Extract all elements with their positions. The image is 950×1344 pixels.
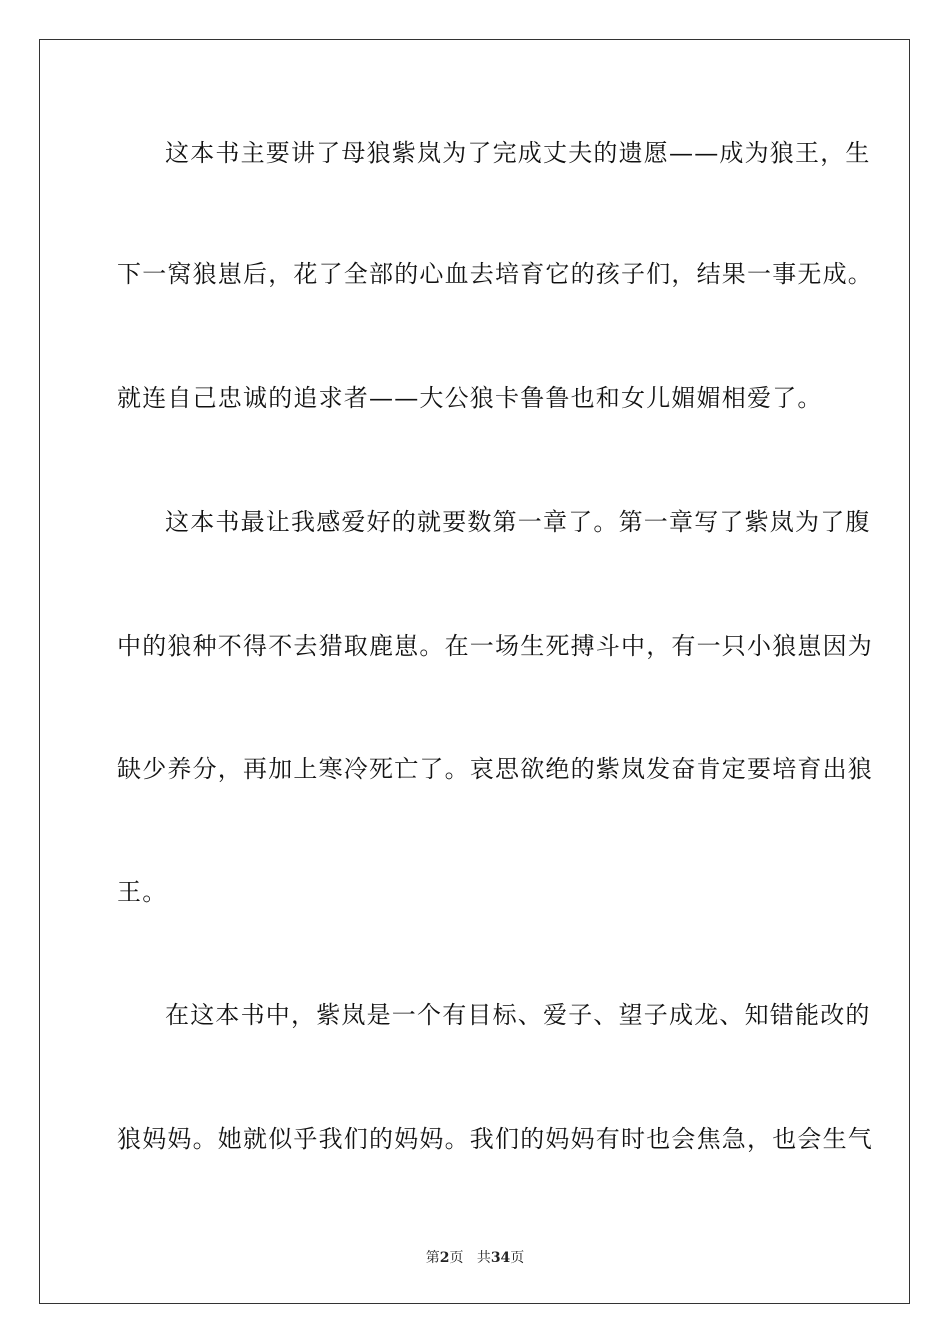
total-suffix: 页 <box>510 1250 525 1266</box>
paragraph-2-line-1: 这本书最让我感爱好的就要数第一章了。第一章写了紫岚为了腹 <box>165 508 871 536</box>
total-pages: 34 <box>490 1250 511 1266</box>
page-prefix: 第 <box>425 1250 440 1266</box>
paragraph-3-line-2: 狼妈妈。她就似乎我们的妈妈。我们的妈妈有时也会焦急，也会生气 <box>117 1125 873 1153</box>
page-suffix: 页 <box>449 1250 464 1266</box>
paragraph-1-line-2: 下一窝狼崽后，花了全部的心血去培育它的孩子们，结果一事无成。 <box>117 260 873 288</box>
paragraph-1-line-1: 这本书主要讲了母狼紫岚为了完成丈夫的遗愿——成为狼王，生 <box>165 139 871 167</box>
paragraph-2-line-3: 缺少养分，再加上寒冷死亡了。哀思欲绝的紫岚发奋肯定要培育出狼 <box>117 755 873 783</box>
page-footer <box>0 1248 950 1268</box>
paragraph-3-line-1: 在这本书中，紫岚是一个有目标、爱子、望子成龙、知错能改的 <box>165 1001 871 1029</box>
total-prefix: 共 <box>476 1250 491 1266</box>
page-border <box>39 39 910 1304</box>
page-number: 2 <box>439 1250 450 1266</box>
paragraph-1-line-3: 就连自己忠诚的追求者——大公狼卡鲁鲁也和女儿媚媚相爱了。 <box>117 384 823 412</box>
paragraph-2-line-4: 王。 <box>117 878 168 906</box>
paragraph-2-line-2: 中的狼种不得不去猎取鹿崽。在一场生死搏斗中，有一只小狼崽因为 <box>117 632 873 660</box>
